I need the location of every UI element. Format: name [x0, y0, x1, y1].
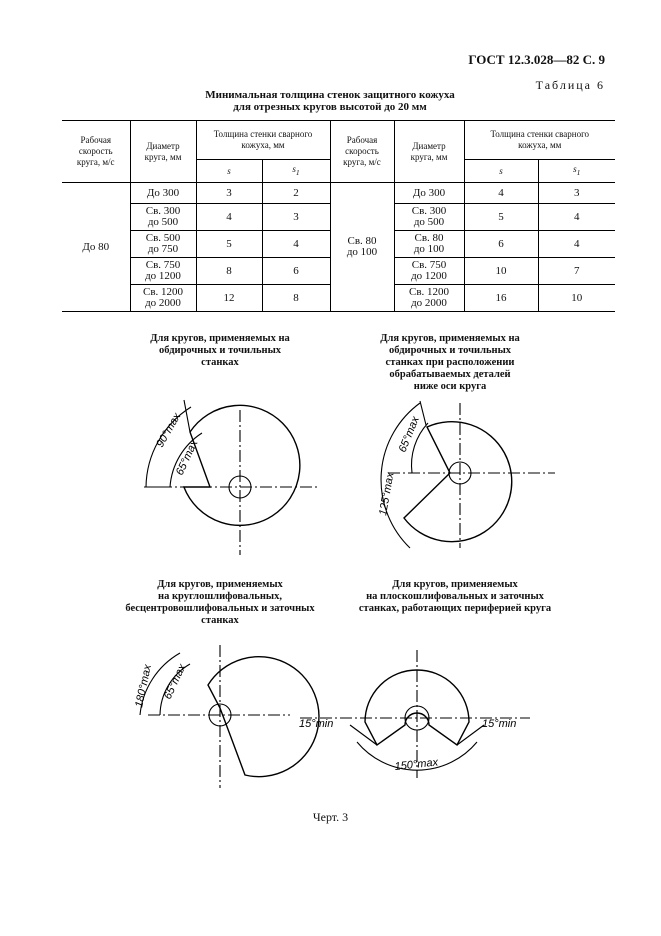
- header-s1-letter: s: [573, 164, 577, 175]
- extension-line: [350, 725, 377, 745]
- diameter-line: до 2000: [411, 297, 447, 309]
- header-speed-right: [330, 121, 394, 183]
- header-diameter-left: [130, 121, 196, 183]
- wall-thickness-table: [62, 120, 615, 312]
- caption-line: обдирочных и точильных: [388, 345, 512, 356]
- header-thickness-right: [464, 121, 615, 160]
- s-value: 8: [226, 264, 232, 277]
- diameter-line: Св. 1200: [408, 286, 450, 298]
- s-value: 10: [495, 264, 507, 277]
- extension-line: [184, 400, 190, 432]
- inner-angle-label: 65°max: [173, 438, 201, 478]
- header-line: кожуха, мм: [241, 140, 285, 150]
- header-s1-right: [538, 160, 615, 183]
- header-thickness-left: [196, 121, 330, 160]
- diameter-line: до 750: [147, 243, 179, 255]
- s1-cell: [262, 204, 330, 231]
- caption-line: обдирочных и точильных: [158, 345, 282, 356]
- diameter-line: Св. 80: [414, 232, 444, 244]
- figure-3-diagram: [120, 640, 320, 790]
- diameter-cell: [130, 231, 196, 258]
- header-line: скорость: [78, 146, 113, 156]
- s-cell: [196, 231, 262, 258]
- header-line: Рабочая: [346, 135, 378, 145]
- figure-3-caption: [95, 579, 345, 627]
- diameter-line: до 1200: [411, 270, 447, 282]
- s1-cell: [262, 231, 330, 258]
- header-s-right: s: [464, 160, 538, 183]
- speed-line: Св. 80: [347, 235, 377, 247]
- header-line: кожуха, мм: [518, 140, 562, 150]
- s1-value: 2: [293, 186, 299, 199]
- s-value: 4: [226, 210, 232, 223]
- s1-cell: [538, 258, 615, 285]
- figure-1-caption: [120, 333, 320, 369]
- s1-value: 7: [574, 264, 580, 277]
- figure-2-diagram: [350, 398, 560, 568]
- outer-angle-label: 90°max: [154, 411, 184, 450]
- s1-value: 3: [293, 210, 299, 223]
- header-s1-subscript: 1: [576, 167, 581, 177]
- header-s1-letter: s: [292, 164, 296, 175]
- diameter-line: до 500: [413, 216, 445, 228]
- s1-value: 4: [293, 237, 299, 250]
- caption-line: Для кругов, применяемых на: [150, 333, 290, 344]
- caption-line: станках: [201, 615, 239, 626]
- inner-angle-label: 65°max: [396, 414, 422, 455]
- header-line: круга, мм: [410, 151, 448, 162]
- caption-line: ниже оси круга: [413, 381, 487, 392]
- s1-value: 10: [571, 291, 583, 304]
- s-value: 5: [498, 210, 504, 223]
- table-title-line: для отрезных кругов высотой до 20 мм: [233, 101, 427, 113]
- header-diameter-right: [394, 121, 464, 183]
- caption-line: обрабатываемых деталей: [389, 369, 511, 380]
- left-angle-label: 15°min: [299, 718, 334, 730]
- s-cell: [464, 258, 538, 285]
- table-row: [62, 183, 615, 204]
- caption-line: Для кругов, применяемых: [157, 579, 283, 590]
- caption-line: станках: [201, 357, 239, 368]
- diameter-line: до 100: [413, 243, 445, 255]
- s-value: 6: [498, 237, 504, 250]
- figure-4-diagram: [295, 630, 535, 780]
- diameter-cell: [130, 258, 196, 285]
- caption-line: станках, работающих периферией круга: [358, 603, 552, 614]
- speed-cell-left: [62, 183, 130, 312]
- caption-line: на круглошлифовальных,: [158, 591, 282, 602]
- s-cell: [464, 204, 538, 231]
- header-line: Толщина стенки сварного: [490, 129, 590, 139]
- s-cell: [464, 285, 538, 312]
- s-cell: [196, 183, 262, 204]
- caption-line: Для кругов, применяемых на: [380, 333, 520, 344]
- figure-number: Черт. 3: [312, 810, 349, 824]
- s-cell: [196, 285, 262, 312]
- diameter-cell: [394, 258, 464, 285]
- diameter-line: До 300: [146, 186, 180, 199]
- s-value: 4: [498, 186, 504, 199]
- speed-value: До 80: [82, 240, 110, 253]
- s-value: 3: [226, 186, 232, 199]
- inner-angle-label: 65°max: [161, 662, 189, 702]
- speed-cell-right: [330, 183, 394, 312]
- speed-line: до 100: [346, 246, 378, 258]
- header-line: Диаметр: [146, 140, 180, 151]
- bottom-angle-label: 150°max: [394, 756, 439, 773]
- s-cell: [464, 183, 538, 204]
- header-line: круга, м/с: [343, 157, 381, 167]
- diameter-line: Св. 750: [411, 259, 447, 271]
- wheel-outline: [184, 405, 300, 525]
- s1-value: 4: [574, 237, 580, 250]
- diameter-cell: [394, 183, 464, 204]
- header-line: Рабочая: [80, 135, 111, 145]
- outer-angle-label: 125°max: [377, 471, 397, 517]
- diameter-cell: [130, 183, 196, 204]
- diameter-line: Св. 300: [411, 205, 447, 217]
- diameter-cell: [394, 204, 464, 231]
- s-cell: [196, 204, 262, 231]
- s1-value: 8: [293, 291, 299, 304]
- diameter-line: до 2000: [145, 297, 181, 309]
- header-line: круга, мм: [144, 151, 182, 162]
- s1-cell: [262, 183, 330, 204]
- s1-value: 3: [574, 186, 580, 199]
- s1-cell: [538, 204, 615, 231]
- s-cell: [464, 231, 538, 258]
- diameter-line: Св. 300: [145, 205, 181, 217]
- right-angle-label: 15°min: [482, 718, 517, 730]
- s1-cell: [538, 231, 615, 258]
- header-s1-subscript: 1: [295, 167, 300, 177]
- s1-cell: [262, 285, 330, 312]
- header-line: круга, м/с: [76, 157, 115, 167]
- s1-value: 4: [574, 210, 580, 223]
- figure-4-caption: [330, 579, 580, 615]
- outer-angle-label: 180°max: [133, 663, 154, 709]
- table-number: Таблица 6: [535, 78, 605, 92]
- diameter-line: До 300: [412, 186, 446, 199]
- diameter-line: до 1200: [145, 270, 181, 282]
- table-title: [120, 89, 540, 113]
- figure-1-diagram: [120, 390, 320, 560]
- table-body: [62, 183, 615, 312]
- header-speed-left: [62, 121, 130, 183]
- extension-line: [457, 725, 484, 745]
- s-value: 16: [495, 291, 507, 304]
- s1-cell: [262, 258, 330, 285]
- diameter-line: Св. 500: [145, 232, 181, 244]
- wheel-outline: [404, 422, 512, 542]
- diameter-line: Св. 750: [145, 259, 181, 271]
- caption-line: Для кругов, применяемых: [392, 579, 518, 590]
- caption-line: на плоскошлифовальных и заточных: [366, 591, 544, 602]
- header-s1-left: [262, 160, 330, 183]
- s1-value: 6: [293, 264, 299, 277]
- diameter-cell: [130, 285, 196, 312]
- caption-line: станках при расположении: [385, 357, 515, 368]
- figure-2-caption: [350, 333, 550, 393]
- diameter-cell: [394, 231, 464, 258]
- s1-cell: [538, 285, 615, 312]
- s-value: 5: [226, 237, 232, 250]
- caption-line: бесцентровошлифовальных и заточных: [125, 603, 315, 614]
- diameter-line: до 500: [147, 216, 179, 228]
- s1-cell: [538, 183, 615, 204]
- header-line: скорость: [345, 146, 379, 156]
- page-header: ГОСТ 12.3.028—82 С. 9: [468, 52, 605, 67]
- diameter-cell: [394, 285, 464, 312]
- diameter-line: Св. 1200: [142, 286, 184, 298]
- diameter-cell: [130, 204, 196, 231]
- header-line: Диаметр: [412, 140, 446, 151]
- table-title-line: Минимальная толщина стенок защитного кожуха: [205, 89, 455, 101]
- s-value: 12: [223, 291, 235, 304]
- header-line: Толщина стенки сварного: [213, 129, 313, 139]
- s-cell: [196, 258, 262, 285]
- header-s-left: s: [196, 160, 262, 183]
